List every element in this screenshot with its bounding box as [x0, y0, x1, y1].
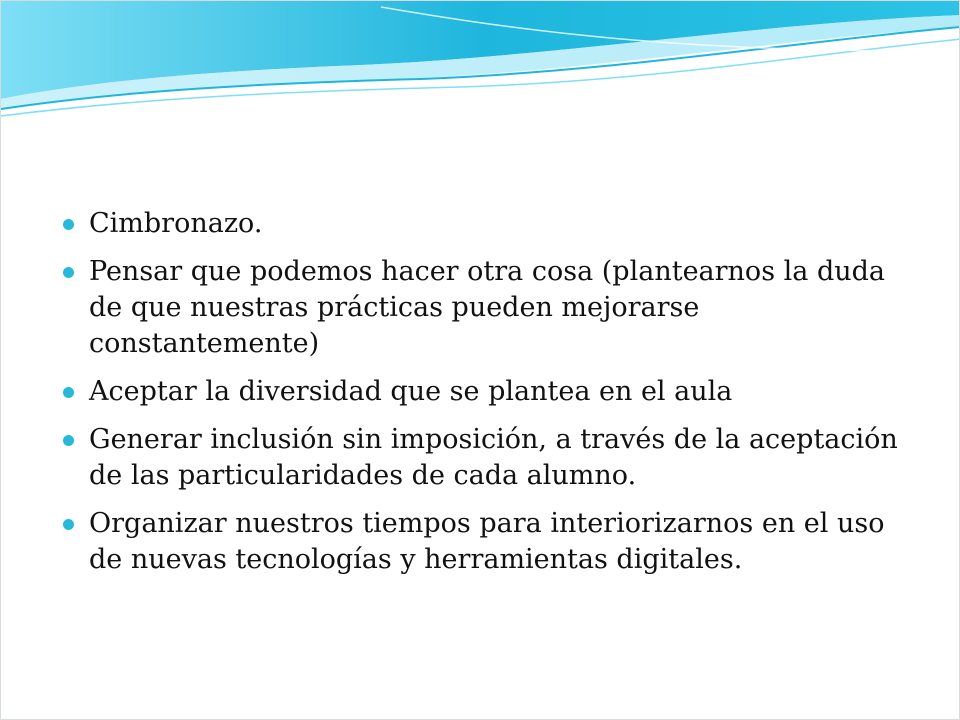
bullet-dot-icon — [63, 519, 74, 530]
bullet-dot-icon — [63, 219, 74, 230]
slide-body — [61, 206, 921, 590]
bullet-list — [61, 206, 921, 578]
bullet-text: Pensar que podemos hacer otra cosa (plantearnos la duda de que nuestras prácticas pueden mejorarse constantemente) — [89, 256, 885, 359]
bullet-item — [61, 254, 921, 362]
decorative-wave-banner — [1, 1, 960, 121]
bullet-item — [61, 206, 921, 242]
bullet-dot-icon — [63, 387, 74, 398]
bullet-text: Aceptar la diversidad que se plantea en el aula — [89, 376, 733, 407]
bullet-item — [61, 506, 921, 578]
bullet-text: Generar inclusión sin imposición, a través de la aceptación de las particularidades de cada alumno. — [89, 424, 898, 491]
bullet-item — [61, 374, 921, 410]
bullet-text: Organizar nuestros tiempos para interiorizarnos en el uso de nuevas tecnologías y herramientas digitales. — [89, 508, 885, 575]
bullet-dot-icon — [63, 435, 74, 446]
bullet-item — [61, 422, 921, 494]
bullet-dot-icon — [63, 267, 74, 278]
bullet-text: Cimbronazo. — [89, 208, 263, 239]
